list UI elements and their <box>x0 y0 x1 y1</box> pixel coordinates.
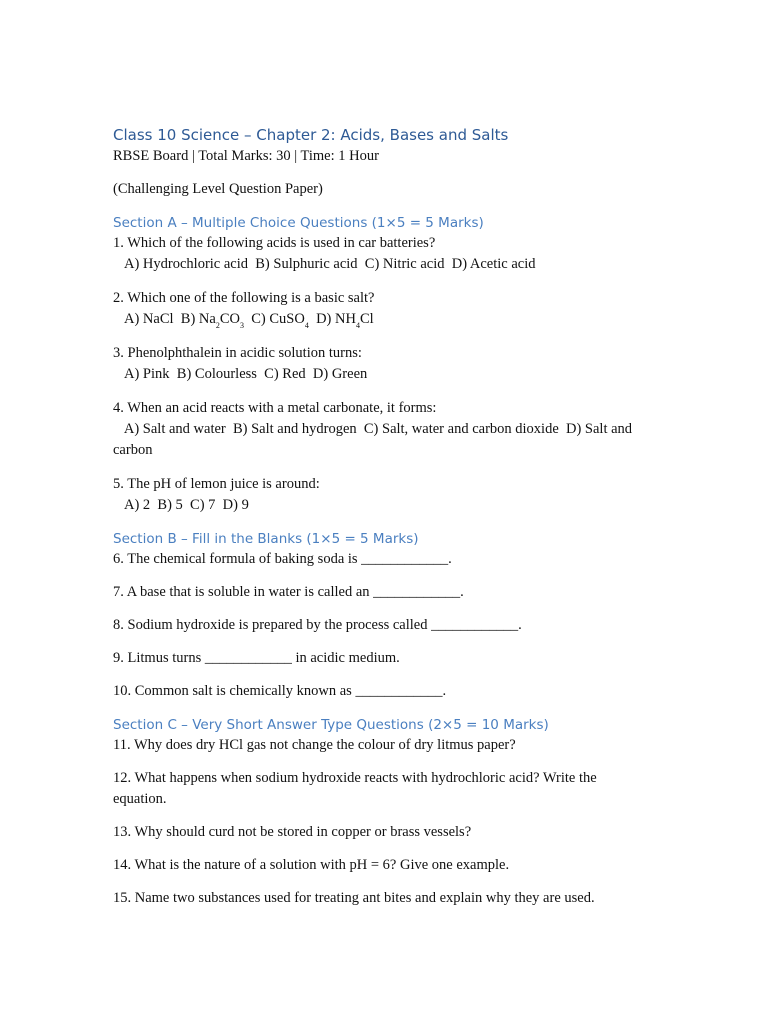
question-9: 9. Litmus turns ____________ in acidic medium. <box>113 650 400 666</box>
question-3-options: A) Pink B) Colourless C) Red D) Green <box>124 366 368 382</box>
question-4-options-cont: carbon <box>113 442 153 458</box>
question-12-cont: equation. <box>113 791 167 807</box>
paper-level: (Challenging Level Question Paper) <box>113 181 323 197</box>
question-1-options: A) Hydrochloric acid B) Sulphuric acid C) Nitric acid D) Acetic acid <box>124 256 536 272</box>
question-11: 11. Why does dry HCl gas not change the colour of dry litmus paper? <box>113 737 516 753</box>
question-paper <box>113 124 673 909</box>
question-10: 10. Common salt is chemically known as ____________. <box>113 683 447 699</box>
question-2-options: A) NaCl B) $Na_2CO_3$ C) CuSO$_4$ D) $NH_4Cl$ <box>124 311 374 330</box>
question-1: 1. Which of the following acids is used in car batteries? <box>113 235 436 251</box>
question-3: 3. Phenolphthalein in acidic solution turns: <box>113 345 362 361</box>
question-12: 12. What happens when sodium hydroxide reacts with hydrochloric acid? Write the <box>113 770 597 786</box>
section-b-heading: Section B – Fill in the Blanks (1×5 = 5 Marks) <box>113 531 419 547</box>
question-5-options: A) 2 B) 5 C) 7 D) 9 <box>124 497 249 513</box>
question-7: 7. A base that is soluble in water is called an ____________. <box>113 584 464 600</box>
section-c-heading: Section C – Very Short Answer Type Questions (2×5 = 10 Marks) <box>113 717 549 733</box>
paper-meta: RBSE Board | Total Marks: 30 | Time: 1 Hour <box>113 148 379 164</box>
section-a-heading: Section A – Multiple Choice Questions (1×5 = 5 Marks) <box>113 215 484 231</box>
question-2: 2. Which one of the following is a basic salt? <box>113 290 375 306</box>
question-15: 15. Name two substances used for treating ant bites and explain why they are used. <box>113 890 595 906</box>
question-6: 6. The chemical formula of baking soda is ____________. <box>113 551 452 567</box>
question-5: 5. The pH of lemon juice is around: <box>113 476 320 492</box>
question-4-options: A) Salt and water B) Salt and hydrogen C) Salt, water and carbon dioxide D) Salt and <box>113 421 633 437</box>
question-13: 13. Why should curd not be stored in copper or brass vessels? <box>113 824 472 840</box>
question-8: 8. Sodium hydroxide is prepared by the process called ____________. <box>113 617 522 633</box>
page-title: Class 10 Science – Chapter 2: Acids, Bases and Salts <box>113 126 509 144</box>
question-14: 14. What is the nature of a solution with pH = 6? Give one example. <box>113 857 510 873</box>
question-4: 4. When an acid reacts with a metal carbonate, it forms: <box>113 400 437 416</box>
